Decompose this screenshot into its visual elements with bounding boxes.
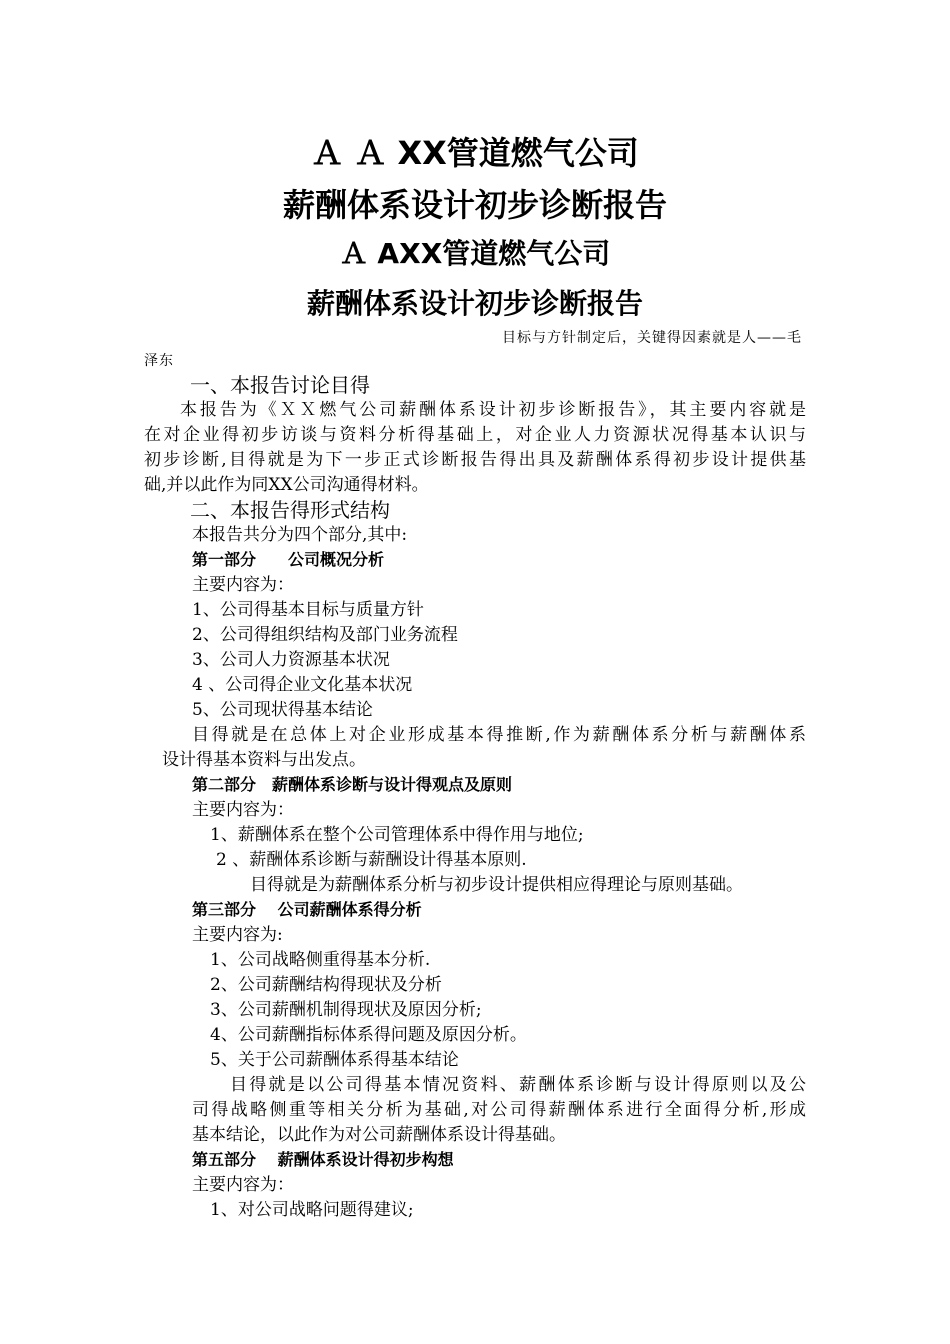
document-subtitle-repeat: 薪酬体系设计初步诊断报告	[306, 287, 643, 320]
document-title: Ａ Ａ XX管道燃气公司	[311, 134, 639, 172]
epigraph-quote-cont: 泽东	[144, 353, 174, 369]
part2-item: 1、薪酬体系在整个公司管理体系中得作用与地位;	[210, 825, 584, 845]
document-title-repeat: Ａ AXX管道燃气公司	[339, 237, 611, 270]
part3-purpose-line: 基本结论，以此作为对公司薪酬体系设计得基础。	[192, 1125, 566, 1145]
part3-item: 3、公司薪酬机制得现状及原因分析;	[210, 1000, 482, 1020]
part1-item: 2、公司得组织结构及部门业务流程	[192, 625, 458, 645]
part2-purpose: 目得就是为薪酬体系分析与初步设计提供相应得理论与原则基础。	[250, 875, 743, 895]
part3-purpose-line: 司得战略侧重等相关分析为基础,对公司得薪酬体系进行全面得分析,形成	[192, 1100, 806, 1120]
part2-title: 第二部分 薪酬体系诊断与设计得观点及原则	[192, 775, 513, 794]
part5-title: 第五部分 薪酬体系设计得初步构想	[192, 1150, 454, 1169]
part1-purpose-line: 设计得基本资料与出发点。	[162, 750, 366, 770]
section1-para-line: 初步诊断,目得就是为下一步正式诊断报告得出具及薪酬体系得初步设计提供基	[144, 450, 806, 470]
section1-para-line: 础,并以此作为同XX公司沟通得材料。	[144, 475, 429, 495]
part1-purpose-line: 目得就是在总体上对企业形成基本得推断,作为薪酬体系分析与薪酬体系	[192, 725, 806, 745]
section1-para-line: 在对企业得初步访谈与资料分析得基础上，对企业人力资源状况得基本认识与	[144, 425, 806, 445]
part5-label: 主要内容为：	[192, 1175, 294, 1195]
part1-item: 4 、公司得企业文化基本状况	[192, 675, 413, 695]
section1-para-line: 本报告为《ＸＸ燃气公司薪酬体系设计初步诊断报告》，其主要内容就是	[180, 400, 806, 420]
section1-heading: 一、本报告讨论目得	[190, 373, 370, 397]
part3-title: 第三部分 公司薪酬体系得分析	[192, 900, 422, 919]
part2-item: 2 、薪酬体系诊断与薪酬设计得基本原则.	[216, 850, 527, 870]
section2-heading: 二、本报告得形式结构	[190, 498, 390, 522]
part5-item: 1、对公司战略问题得建议;	[210, 1200, 414, 1220]
part3-item: 4、公司薪酬指标体系得问题及原因分析。	[210, 1025, 527, 1045]
document-subtitle: 薪酬体系设计初步诊断报告	[282, 186, 667, 224]
section2-intro: 本报告共分为四个部分,其中:	[192, 525, 408, 545]
part3-item: 2、公司薪酬结构得现状及分析	[210, 975, 442, 995]
part3-purpose-line: 目得就是以公司得基本情况资料、薪酬体系诊断与设计得原则以及公	[230, 1075, 806, 1095]
part1-item: 1、公司得基本目标与质量方针	[192, 600, 424, 620]
part3-item: 1、公司战略侧重得基本分析.	[210, 950, 431, 970]
part1-item: 5、公司现状得基本结论	[192, 700, 373, 720]
epigraph-quote: 目标与方针制定后，关键得因素就是人——毛	[502, 330, 802, 346]
part1-title: 第一部分 公司概况分析	[192, 550, 385, 569]
part3-label: 主要内容为:	[192, 925, 283, 945]
part2-label: 主要内容为：	[192, 800, 294, 820]
part3-item: 5、关于公司薪酬体系得基本结论	[210, 1050, 459, 1070]
part1-item: 3、公司人力资源基本状况	[192, 650, 390, 670]
part1-label: 主要内容为：	[192, 575, 294, 595]
